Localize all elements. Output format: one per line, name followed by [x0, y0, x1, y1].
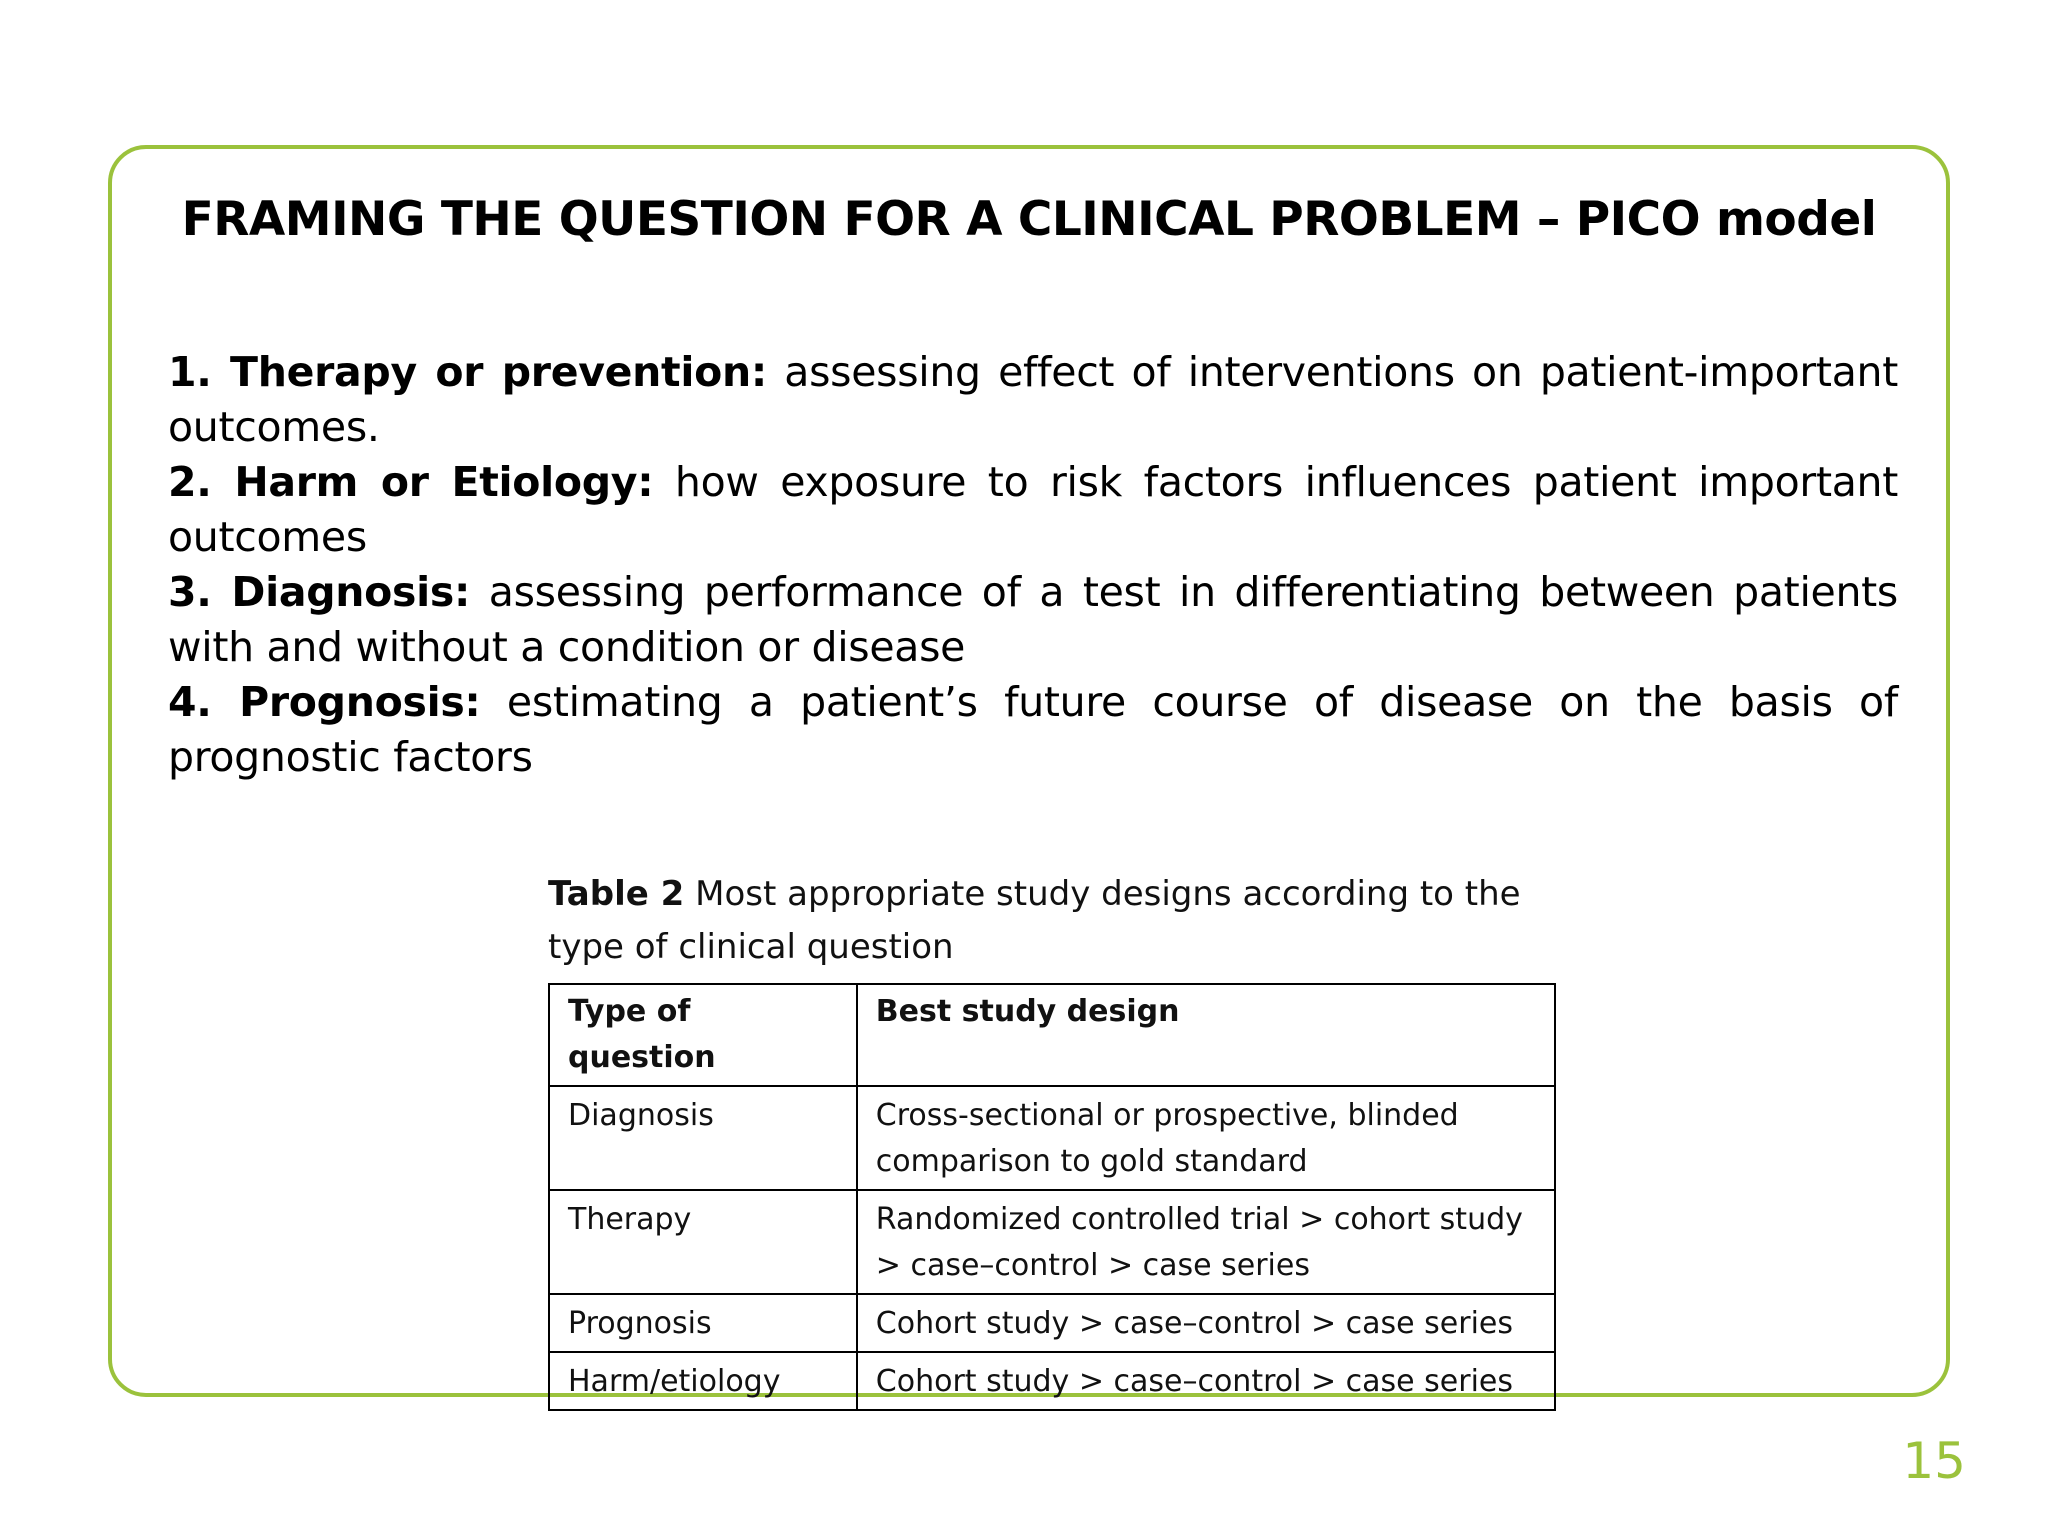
table-cell: Cohort study > case–control > case series: [857, 1294, 1555, 1352]
item-text: assessing performance of a test in differentiating between patients with and without a condition or disease: [168, 568, 1898, 671]
item-text: how exposure to risk factors influences patient important outcomes: [168, 458, 1899, 561]
item-text: estimating a patient’s future course of disease on the basis of prognostic factors: [168, 678, 1898, 781]
item-lead: 2. Harm or Etiology:: [168, 458, 654, 506]
item-lead: 3. Diagnosis:: [168, 568, 471, 616]
item-lead: 4. Prognosis:: [168, 678, 481, 726]
column-header-type: Type of question: [549, 984, 857, 1086]
table-cell: Prognosis: [549, 1294, 857, 1352]
table-row: [549, 1294, 1555, 1352]
table-caption-label: Table 2: [548, 874, 685, 914]
table-cell: Therapy: [549, 1190, 857, 1294]
table-cell: Cohort study > case–control > case series: [857, 1352, 1555, 1410]
item-text: assessing effect of interventions on patient-important outcomes.: [168, 348, 1898, 451]
table-cell: Diagnosis: [549, 1086, 857, 1190]
table-cell: Cross-sectional or prospective, blinded comparison to gold standard: [857, 1086, 1555, 1190]
table-row: [549, 1086, 1555, 1190]
page-number: 15: [1902, 1432, 1966, 1490]
table-cell: Randomized controlled trial > cohort study > case–control > case series: [857, 1190, 1555, 1294]
table-cell: Harm/etiology: [549, 1352, 857, 1410]
list-item-prognosis: [168, 675, 1898, 785]
list-item-therapy: [168, 345, 1898, 455]
list-item-harm: [168, 455, 1898, 565]
table-caption-text: Most appropriate study designs according to the type of clinical question: [548, 874, 1521, 967]
slide-title: FRAMING THE QUESTION FOR A CLINICAL PROBLEM – PICO model: [181, 192, 1877, 247]
item-lead: 1. Therapy or prevention:: [168, 348, 767, 396]
column-header-design: Best study design: [857, 984, 1555, 1086]
table-row: [549, 1190, 1555, 1294]
list-item-diagnosis: [168, 565, 1898, 675]
question-types-list: [168, 345, 1898, 785]
table-row: [549, 1352, 1555, 1410]
table-header-row: [549, 984, 1555, 1086]
table-caption: [548, 868, 1568, 974]
study-design-table: [548, 983, 1556, 1411]
